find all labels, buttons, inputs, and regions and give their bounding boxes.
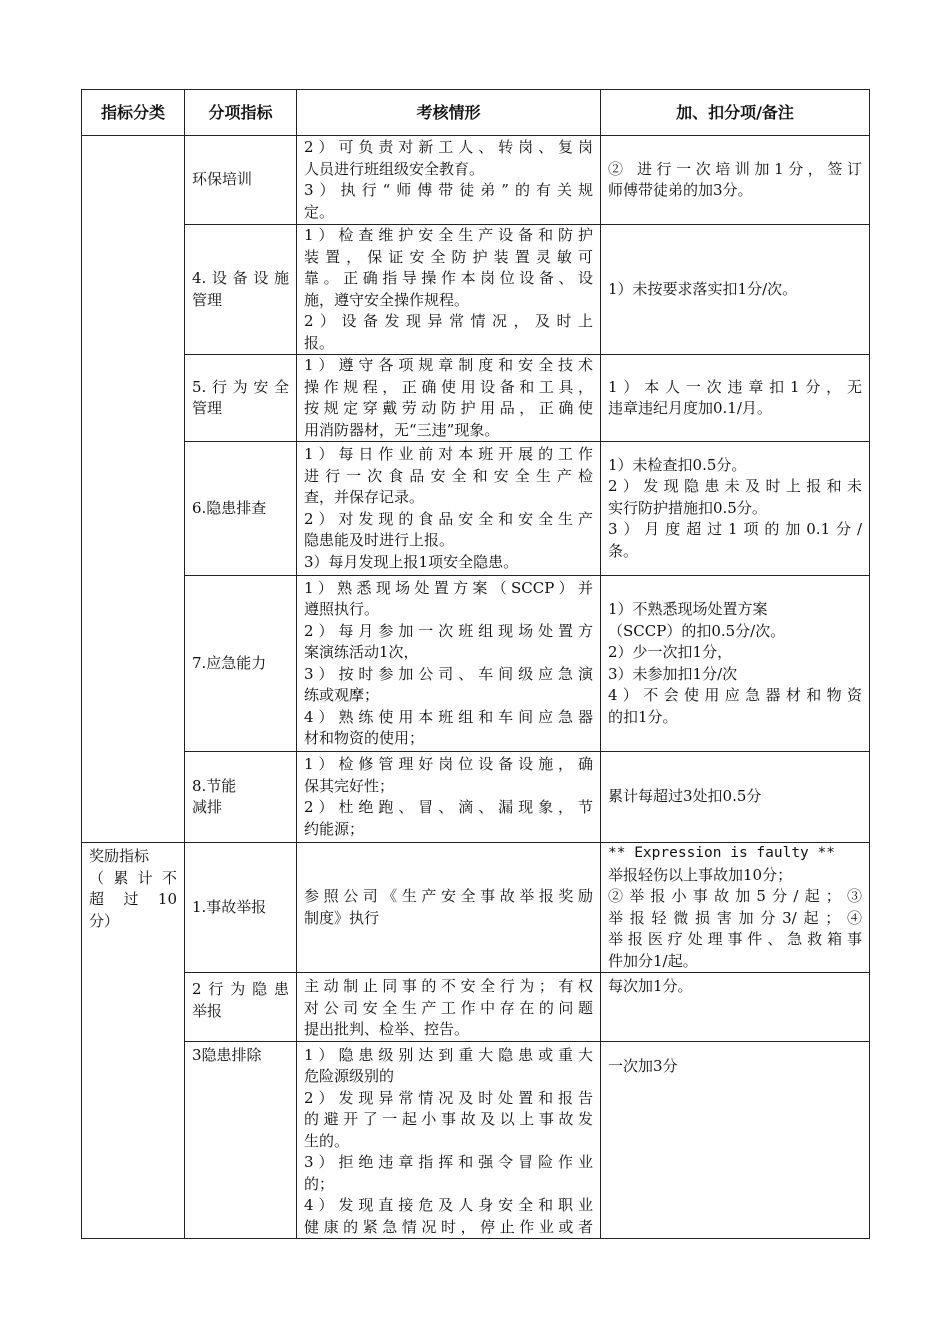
score-line: 师傅带徒弟的加3分。 <box>608 181 753 199</box>
criteria-line: 生的。 <box>304 1131 350 1150</box>
criteria-cell <box>297 136 601 225</box>
criteria-line: 主动制止同事的不安全行为；有权 <box>304 977 593 995</box>
criteria-line: 2）杜绝跑、冒、滴、漏现象，节 <box>304 798 593 816</box>
criteria-line: 提出批判、检举、控告。 <box>304 1020 470 1038</box>
header-criteria: 考核情形 <box>297 90 601 136</box>
score-line: 1）不熟悉现场处置方案 <box>608 600 768 618</box>
score-cell <box>601 752 870 843</box>
criteria-line: 隐患能及时进行上报。 <box>304 531 455 549</box>
item-cell <box>185 1041 297 1239</box>
score-cell <box>601 442 870 576</box>
score-cell <box>601 355 870 442</box>
criteria-line: 参照公司《生产安全事故举报奖励 <box>304 887 593 905</box>
item-line: 举报 <box>192 1001 223 1020</box>
score-cell <box>601 973 870 1042</box>
item-cell <box>185 973 297 1042</box>
score-line: ② 进行一次培训加1分，签订 <box>608 159 862 178</box>
header-row <box>82 90 870 136</box>
criteria-line: 2）发现异常情况及时处置和报告 <box>304 1088 593 1107</box>
criteria-line: 练或观摩； <box>304 686 380 704</box>
criteria-line: 遵照执行。 <box>304 600 380 618</box>
header-category: 指标分类 <box>82 90 185 136</box>
category-cell-reward <box>82 843 185 1239</box>
category-cell-empty <box>82 136 185 843</box>
table-row <box>82 225 870 355</box>
item-line: 7.应急能力 <box>192 653 267 672</box>
score-line: 违章违纪月度加0.1/月。 <box>608 399 772 417</box>
criteria-line: 制度》执行 <box>304 908 380 927</box>
criteria-cell <box>297 843 601 973</box>
criteria-line: 2）每月参加一次班组现场处置方 <box>304 621 593 640</box>
criteria-line: 健康的紧急情况时，停止作业或者 <box>304 1217 593 1236</box>
criteria-line: 1）检查维护安全生产设备和防护 <box>304 226 593 244</box>
assessment-table <box>81 89 870 1239</box>
item-line: 5.行为安全 <box>192 377 289 396</box>
criteria-line: 4）发现直接危及人身安全和职业 <box>304 1196 593 1214</box>
item-line: 管理 <box>192 290 223 309</box>
header-score: 加、扣分项/备注 <box>601 90 870 136</box>
score-line: 举报医疗处理事件、急救箱事 <box>608 930 862 948</box>
table-row <box>82 1041 870 1239</box>
criteria-cell <box>297 973 601 1042</box>
criteria-line: 1）每日作业前对本班开展的工作 <box>304 445 593 463</box>
criteria-line: 约能源； <box>304 819 365 838</box>
item-line: 1.事故举报 <box>192 897 267 916</box>
table-row <box>82 752 870 843</box>
criteria-cell <box>297 752 601 843</box>
item-cell <box>185 355 297 442</box>
criteria-line: 对公司安全生产工作中存在的问题 <box>304 998 593 1017</box>
score-line: 实行防护措施扣0.5分。 <box>608 498 767 517</box>
score-cell <box>601 576 870 752</box>
score-line: 1）本人一次违章扣1分，无 <box>608 377 862 396</box>
header-item: 分项指标 <box>185 90 297 136</box>
criteria-line: 施，遵守安全操作规程。 <box>304 290 470 309</box>
criteria-line: 报。 <box>304 333 335 352</box>
criteria-cell <box>297 225 601 355</box>
item-cell <box>185 843 297 973</box>
criteria-line: 1）熟悉现场处置方案（SCCP）并 <box>304 578 593 597</box>
criteria-line: 危险源级别的 <box>304 1067 395 1085</box>
criteria-cell <box>297 1041 601 1239</box>
score-cell <box>601 1041 870 1239</box>
score-line: 件加分1/起。 <box>608 951 698 970</box>
item-cell <box>185 136 297 225</box>
criteria-line: 查，并保存记录。 <box>304 488 425 506</box>
criteria-cell <box>297 576 601 752</box>
score-line: 1）未检查扣0.5分。 <box>608 455 747 474</box>
score-cell <box>601 843 870 973</box>
criteria-line: 按规定穿戴劳动防护用品，正确使 <box>304 399 593 417</box>
score-line: 每次加1分。 <box>608 977 693 995</box>
score-line: 一次加3分 <box>608 1056 678 1075</box>
score-line: （SCCP）的扣0.5分/次。 <box>608 621 786 640</box>
criteria-line: 1）检修管理好岗位设备设施，确 <box>304 755 593 773</box>
item-cell <box>185 752 297 843</box>
score-line: 举报轻微损害加分3/起；④ <box>608 908 862 927</box>
criteria-line: 4）熟练使用本班组和车间应急器 <box>304 707 593 726</box>
criteria-line: 靠。正确指导操作本岗位设备、设 <box>304 269 593 287</box>
table-row <box>82 136 870 225</box>
category-line: 超过10 <box>89 890 177 908</box>
table-row <box>82 843 870 973</box>
item-line: 管理 <box>192 399 223 417</box>
category-line: （累计不 <box>89 868 177 887</box>
criteria-line: 操作规程，正确使用设备和工具， <box>304 377 593 396</box>
criteria-line: 2）设备发现异常情况，及时上 <box>304 312 593 330</box>
criteria-line: 的； <box>304 1174 335 1193</box>
item-cell <box>185 442 297 576</box>
criteria-line: 定。 <box>304 202 335 221</box>
criteria-line: 3）执行“师傅带徒弟”的有关规 <box>304 181 593 199</box>
item-line: 2行为隐患 <box>192 980 289 998</box>
category-line: 奖励指标 <box>89 847 150 865</box>
item-line: 减排 <box>192 798 223 816</box>
score-line: 4）不会使用应急器材和物资 <box>608 686 862 704</box>
criteria-line: 2）对发现的食品安全和安全生产 <box>304 509 593 528</box>
table-row <box>82 355 870 442</box>
score-line: ** Expression is faulty ** <box>608 845 835 861</box>
score-line: 条。 <box>608 541 639 560</box>
score-line: 3）月度超过1项的加0.1分/ <box>608 520 862 539</box>
item-cell <box>185 225 297 355</box>
criteria-line: 1）遵守各项规章制度和安全技术 <box>304 356 593 374</box>
table-row <box>82 442 870 576</box>
criteria-line: 用消防器材，无“三违”现象。 <box>304 420 500 439</box>
criteria-line: 1）隐患级别达到重大隐患或重大 <box>304 1045 593 1064</box>
criteria-line: 材和物资的使用； <box>304 729 425 747</box>
score-line: ②举报小事故加5分/起；③ <box>608 887 862 905</box>
item-line: 3隐患排除 <box>192 1045 262 1064</box>
table-row <box>82 576 870 752</box>
criteria-line: 进行一次食品安全和安全生产检 <box>304 466 593 485</box>
criteria-line: 人员进行班组级安全教育。 <box>304 159 485 178</box>
criteria-cell <box>297 355 601 442</box>
criteria-line: 案演练活动1次， <box>304 643 419 661</box>
criteria-cell <box>297 442 601 576</box>
score-line: 2）少一次扣1分， <box>608 643 733 661</box>
score-cell <box>601 136 870 225</box>
item-line: 环保培训 <box>192 170 253 189</box>
criteria-line: 3）拒绝违章指挥和强令冒险作业 <box>304 1153 593 1171</box>
item-line: 8.节能 <box>192 776 237 795</box>
score-line: 1）未按要求落实扣1分/次。 <box>608 279 798 298</box>
item-cell <box>185 576 297 752</box>
criteria-line: 3）每月发现上报1项安全隐患。 <box>304 552 519 571</box>
item-line: 4.设备设施 <box>192 269 289 287</box>
item-line: 6.隐患排查 <box>192 498 267 517</box>
criteria-line: 装置，保证安全防护装置灵敏可 <box>304 247 593 266</box>
score-line: 3）未参加扣1分/次 <box>608 664 738 683</box>
category-line: 分） <box>89 911 120 930</box>
score-line: 2）发现隐患未及时上报和未 <box>608 477 862 496</box>
criteria-line: 的避开了一起小事故及以上事故发 <box>304 1110 593 1128</box>
criteria-line: 3）按时参加公司、车间级应急演 <box>304 664 593 683</box>
score-line: 的扣1分。 <box>608 707 678 726</box>
score-line: 累计每超过3处扣0.5分 <box>608 787 762 806</box>
score-line: 举报轻伤以上事故加10分； <box>608 865 793 884</box>
criteria-line: 保其完好性； <box>304 776 395 795</box>
criteria-line: 2）可负责对新工人、转岗、复岗 <box>304 138 593 156</box>
table-row <box>82 973 870 1042</box>
score-cell <box>601 225 870 355</box>
